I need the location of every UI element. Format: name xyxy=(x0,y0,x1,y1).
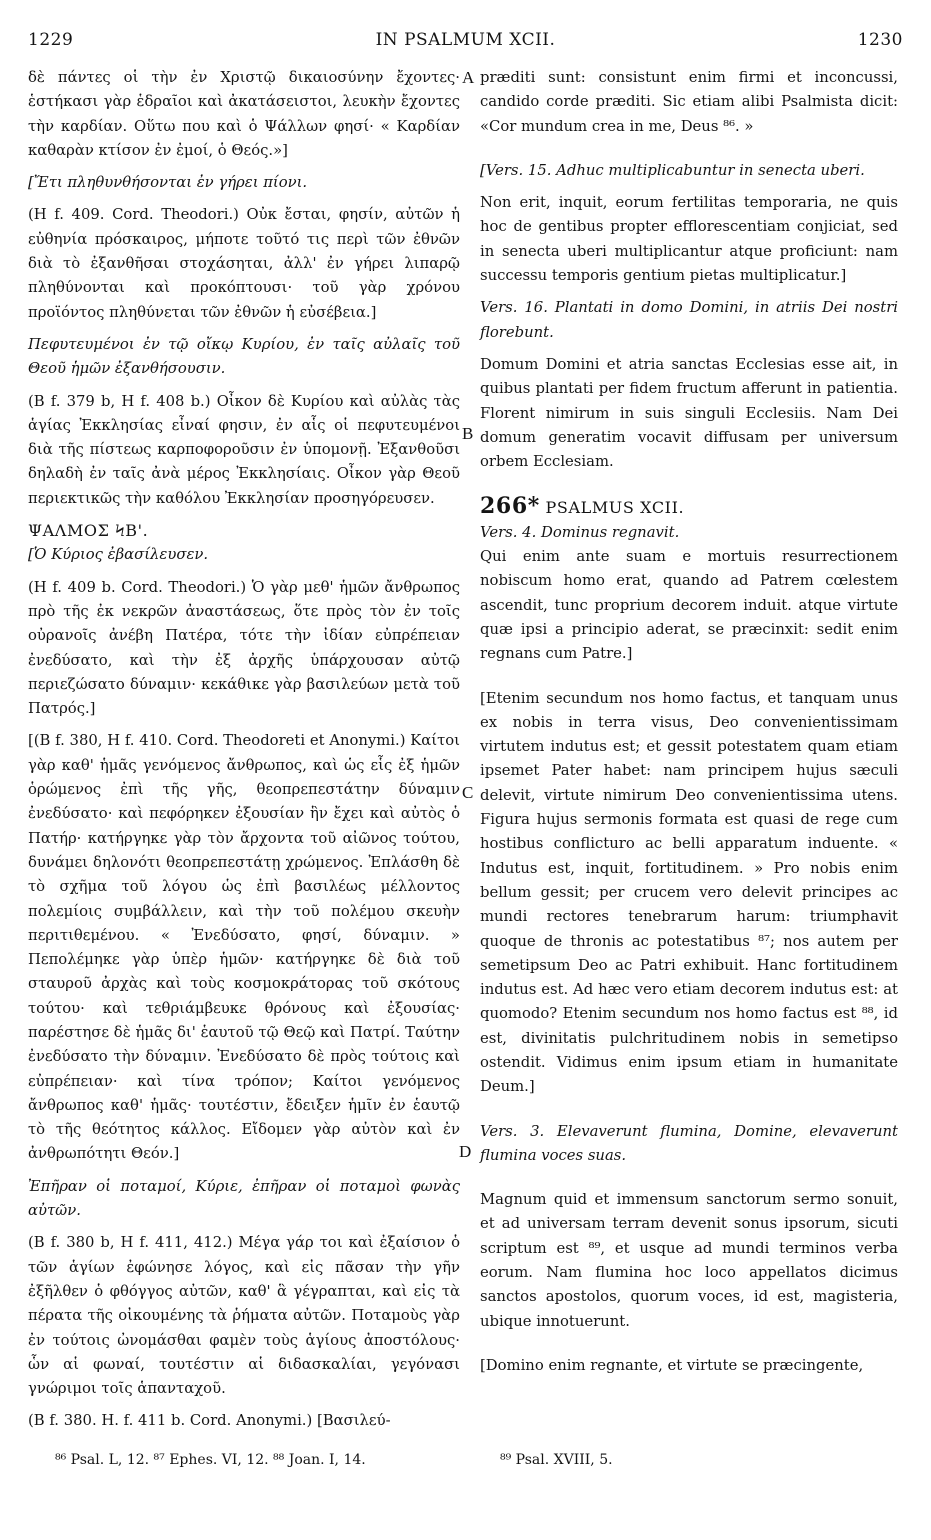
latin-verse-heading: Vers. 3. Elevaverunt flumina, Domine, elevaverunt flumina voces suas. xyxy=(480,1122,898,1164)
latin-paragraph: [Domino enim regnante, et virtute se præcingente, xyxy=(480,1356,864,1374)
greek-verse-heading: Ἐπῆραν οἱ ποταμοί, Κύριε, ἐπῆραν οἱ ποταμοὶ φωνὰς αὐτῶν. xyxy=(28,1177,460,1220)
margin-marker-b: B xyxy=(462,424,474,443)
greek-paragraph: (Η f. 409. Cord. Theodori.) Οὐκ ἔσται, φησίν, αὐτῶν ἡ εὐθηνία πρόσκαιρος, μήποτε τοῦτό τις περὶ τῶν ἐθνῶν διὰ τὸ ἐξανθῆσαι στοχάσηται, ἀλλ' ἐν γήρει λιπαρῷ πληθύνονται καὶ προκόπτουσι· τοῦ γὰρ χρόνου προϊόντος πληθύνεται τῶν ἐθνῶν ἡ εὐσέβεια.] xyxy=(28,206,460,321)
latin-paragraph: Magnum quid et immensum sanctorum sermo sonuit, et ad universam terram devenit sonus ipsorum, sicuti scriptum est ⁸⁹, et usque ad mundi terminos verba eorum. Nam flumina hoc loco appellatos dicimus sanctos apostolos, quorum voces, id est, magisteria, ubique innotuerunt. xyxy=(480,1191,898,1330)
page-number-right: 1230 xyxy=(857,30,903,50)
latin-column xyxy=(480,66,898,1378)
latin-verse-heading: Vers. 16. Plantati in domo Domini, in atriis Dei nostri florebunt. xyxy=(480,299,898,341)
margin-marker-d: D xyxy=(459,1142,472,1161)
latin-verse-heading: Vers. 4. Dominus regnavit. xyxy=(480,523,680,541)
greek-verse-heading: [Ἔτι πληθυνθήσονται ἐν γήρει πίονι. xyxy=(28,174,308,192)
page-number-left: 1229 xyxy=(28,30,74,50)
greek-paragraph: (Η f. 409 b. Cord. Theodori.) Ὁ γὰρ μεθ' ἡμῶν ἄνθρωπος πρὸ τῆς ἐκ νεκρῶν ἀναστάσεως, ὅτε πρὸς τὸν ἐν τοῖς οὐρανοῖς ἀνέβη Πατέρα, τότε τὴν ἰδίαν εὐπρέπειαν ἐνεδύσατο, καὶ τὴν ἐξ ἀρχῆς ὑπάρχουσαν αὐτῷ περιεζώσατο δύναμιν· κεκάθικε γὰρ βασιλεύων μετὰ τοῦ Πατρός.] xyxy=(28,578,460,718)
latin-paragraph: præditi sunt: consistunt enim firmi et inconcussi, candido corde præditi. Sic etiam alibi Psalmista dicit: «Cor mundum crea in me, Deus ⁸⁶. » xyxy=(480,69,898,135)
greek-paragraph: [(B f. 380, H f. 410. Cord. Theodoreti et Anonymi.) Καίτοι γὰρ καθ' ἡμᾶς γενόμενος ἄνθρωπος, καὶ ὡς εἷς ἐξ ἡμῶν ὁρώμενος ἐπὶ τῆς γῆς, θεοπρεπεστάτην δύναμιν ἐνεδύσατο· καὶ πεφόρηκεν ἐξουσίαν ἣν ἔχει καὶ αὐτὸς ὁ Πατήρ· κατήργηκε γὰρ τὸν ἄρχοντα τοῦ αἰῶνος τούτου, δυνάμει δηλονότι θεοπρεπεστάτῃ χρώμενος. Ἐπλάσθη δὲ τὸ σχῆμα τοῦ λόγου ὡς ἐπὶ βασιλέως μέλλοντος πολεμίοις συμβάλλειν, καὶ τὴν τοῦ πολέμου σκευὴν περιτιθεμένου. « Ἐνεδύσατο, φησί, δύναμιν. » Πεπολέμηκε γὰρ ὑπὲρ ἡμῶν· κατήργηκε δὲ διὰ τοῦ σταυροῦ ἀρχὰς καὶ τοὺς κοσμοκράτορας τοῦ σκότους τούτου· καὶ τεθριάμβευκε θρόνους καὶ ἐξουσίας· παρέστησε δὲ ἡμᾶς δι' ἑαυτοῦ τῷ Θεῷ καὶ Πατρί. Ταύτην ἐνεδύσατο τὴν δύναμιν. Ἐνεδύσατο δὲ πρὸς τούτοις καὶ εὐπρέπειαν· καὶ τίνα τρόπον; Καίτοι γενόμενος ἄνθρωπος καθ' ἡμᾶς· τουτέστιν, ἔδειξεν ἡμῖν ἐν ἑαυτῷ τὸ τῆς θεότητος κάλλος. Εἴδομεν γὰρ αὐτὸν καὶ ἐν ἀνθρωπότητι Θεόν.] xyxy=(28,732,460,1163)
footnotes-left: ⁸⁶ Psal. L, 12. ⁸⁷ Ephes. VI, 12. ⁸⁸ Joan. I, 14. xyxy=(55,1452,366,1468)
margin-marker-a: A xyxy=(462,68,475,87)
running-title: IN PSALMUM XCII. xyxy=(375,30,556,50)
margin-marker-c: C xyxy=(462,783,474,802)
latin-psalm-title xyxy=(480,494,898,520)
greek-verse-heading: [Ὁ Κύριος ἐβασίλευσεν. xyxy=(28,546,209,564)
latin-paragraph: [Etenim secundum nos homo factus, et tanquam unus ex nobis in terra visus, Deo convenientissimam virtutem indutus est; et gessit potestatem quam etiam ipsemet Pater habet: nam principem hujus sæculi delevit, virtute nimirum Deo convenientissima utens. Figura hujus sermonis formata est quasi de rege cum hostibus conflicturo ac belli apparatum induente. « Indutus est, inquit, fortitudinem. » Pro nobis enim bellum gessit; per crucem vero delevit principes ac mundi rectores tenebrarum harum: triumphavit quoque de thronis ac potestatibus ⁸⁷; nos autem per semetipsum Deo ac Patri exhibuit. Hanc fortitudinem indutus est. Ad hæc vero etiam decorem indutus est: at quomodo? Etenim secundum nos homo factus est ⁸⁸, id est, divinitatis pulchritudinem nobis in semetipso ostendit. Vidimus enim ipsum etiam in humanitate Deum.] xyxy=(480,689,898,1096)
latin-psalm-title-text: PSALMUS XCII. xyxy=(545,498,685,518)
greek-column xyxy=(28,66,460,1434)
footnotes-right: ⁸⁹ Psal. XVIII, 5. xyxy=(500,1452,613,1468)
greek-verse-heading: Πεφυτευμένοι ἐν τῷ οἴκῳ Κυρίου, ἐν ταῖς αὐλαῖς τοῦ Θεοῦ ἡμῶν ἐξανθήσουσιν. xyxy=(28,335,460,378)
column-number: 266* xyxy=(480,493,540,520)
greek-paragraph: δὲ πάντες οἱ τὴν ἐν Χριστῷ δικαιοσύνην ἔχοντες· ἑστήκασι γὰρ ἑδραῖοι καὶ ἀκατάσειστοι, λευκὴν ἔχοντες τὴν καρδίαν. Οὕτω που καὶ ὁ Ψάλλων φησί· « Καρδίαν καθαρὰν κτίσον ἐν ἐμοί, ὁ Θεός.»] xyxy=(28,69,460,159)
greek-psalm-title: ΨΑΛΜΟΣ ϞΒ'. xyxy=(28,521,149,541)
greek-paragraph: (B f. 379 b, H f. 408 b.) Οἶκον δὲ Κυρίου καὶ αὐλὰς τὰς ἁγίας Ἐκκλησίας εἶναί φησιν, ἐν αἷς οἱ πεφυτευμένοι διὰ τῆς πίστεως καρποφοροῦσιν ἐν ὑπομονῇ. Ἐξανθοῦσι δηλαδὴ ἐν ταῖς ἀνὰ μέρος Ἐκκλησίαις. Οἶκον γὰρ Θεοῦ περιεκτικῶς τὴν καθόλου Ἐκκλησίαν προσηγόρευσεν. xyxy=(28,392,460,507)
greek-paragraph: (B f. 380. H. f. 411 b. Cord. Anonymi.) [Βασιλεύ- xyxy=(28,1412,391,1430)
greek-paragraph: (B f. 380 b, H f. 411, 412.) Μέγα γάρ τοι καὶ ἐξαίσιον ὁ τῶν ἁγίων ἐφώνησε λόγος, καὶ εἰς πᾶσαν τὴν γῆν ἐξῆλθεν ὁ φθόγγος αὐτῶν, καθ' ἃ γέγραπται, καὶ εἰς τὰ πέρατα τῆς οἰκουμένης τὰ ῥήματα αὐτῶν. Ποταμοὺς γὰρ ἐν τούτοις ὠνομάσθαι φαμὲν τοὺς ἁγίους ἀποστόλους· ὧν αἱ φωναί, τουτέστιν αἱ διδασκαλίαι, γεγόνασι γνώριμοι τοῖς ἁπανταχοῦ. xyxy=(28,1234,460,1398)
latin-verse-heading: [Vers. 15. Adhuc multiplicabuntur in senecta uberi. xyxy=(480,161,865,179)
latin-paragraph: Qui enim ante suam e mortuis resurrectionem nobiscum homo erat, quando ad Patrem cœlestem ascendit, tunc proprium decorem induit. atque virtute quæ ipsi a principio aderat, se præcinxit: sedit enim regnans cum Patre.] xyxy=(480,548,898,663)
latin-paragraph: Non erit, inquit, eorum fertilitas temporaria, ne quis hoc de gentibus propter efflorescentiam conjiciat, sed in senecta uberi multiplicantur atque proficiunt: nam successu temporis gentium pietas multiplicatur.] xyxy=(480,194,898,285)
page-header xyxy=(28,30,903,56)
latin-paragraph: Domum Domini et atria sanctas Ecclesias esse ait, in quibus plantati per fidem fructum afferunt in patientia. Florent nimirum in suis singuli Ecclesiis. Nam Dei domum generatim vocavit diffusam per universum orbem Ecclesiam. xyxy=(480,355,898,471)
